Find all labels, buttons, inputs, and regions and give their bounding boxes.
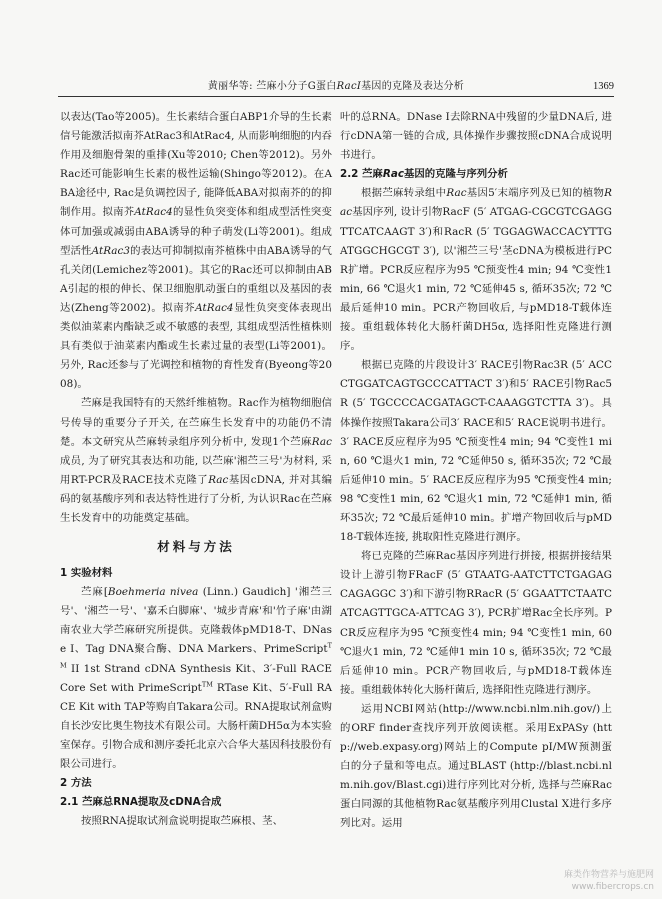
gene-name: Rac bbox=[208, 473, 229, 486]
gene-name: Rac bbox=[382, 168, 404, 181]
text-run: RTase Kit、5′-Full RACE Kit with TAP等购自Takara公司。RNA提取试剂盒购自长沙安比奥生物技术有限公司。大肠杆菌DH5α为本实验室保存。引物合成和测序委托北京六合华大基因科技股份有限公司进行。 bbox=[60, 681, 332, 770]
text-run: 苎麻[ bbox=[81, 586, 108, 599]
site-watermark bbox=[534, 869, 654, 893]
trademark-mark: TM bbox=[60, 641, 332, 670]
section-heading-methods: 材料与方法 bbox=[157, 539, 235, 555]
running-title-prefix: 黄丽华等: 苎麻小分子G蛋白 bbox=[207, 81, 337, 92]
paragraph-primer-design bbox=[340, 184, 612, 356]
text-run: 显性负突变体表现出类似油菜素内酯缺乏或不敏感的表型, 其组成型活性植株则具有类似于油菜素内酯或生长素过量的表型(Li等2001)。另外, Rac还参与了光调控和植物的育性发育(Byeong等2008)。 bbox=[60, 301, 333, 391]
paragraph-rac-signaling bbox=[60, 108, 332, 394]
text-run: 成员, 为了研究其表达和功能, 以苎麻'湘苎三号'为材料, 采用RT-PCR及RACE技术克隆了 bbox=[60, 454, 332, 486]
page-number: 1369 bbox=[593, 81, 614, 92]
heading-text: 基因的克隆与序列分析 bbox=[404, 168, 508, 181]
text-run: 基因5′末端序列及已知的植物 bbox=[466, 187, 605, 200]
watermark-url: www.fibercrops.cn bbox=[571, 882, 654, 892]
text-run: 根据苎麻转录组中 bbox=[361, 187, 447, 200]
gene-name: AtRac3 bbox=[91, 244, 131, 257]
text-run: 苎麻是我国特有的天然纤维植物。Rac作为植物细胞信号传导的重要分子开关, 在苎麻生长发育中的功能仍不清楚。本文研究从苎麻转录组序列分析中, 发现1个苎麻 bbox=[60, 397, 332, 448]
running-header bbox=[58, 80, 614, 97]
paragraph-cdna-synthesis: 叶的总RNA。DNase I去除RNA中残留的少量DNA后, 进行cDNA第一链的合成, 具体操作步骤按照cDNA合成说明书进行。 bbox=[340, 111, 612, 162]
running-title-suffix: 基因的克隆及表达分析 bbox=[361, 81, 465, 92]
text-run: 的显性负突变体和组成型活性突变体可加强或减弱由ABA诱导的种子萌发(Li等2001)。组成型活性 bbox=[60, 206, 332, 257]
paragraph-study-aim bbox=[60, 394, 332, 528]
running-title bbox=[58, 80, 614, 94]
running-title-gene: RacI bbox=[336, 81, 362, 92]
paragraph-materials bbox=[60, 583, 332, 774]
text-run: 以表达(Tao等2005)。生长素结合蛋白ABP1介导的生长素信号能激活拟南芥AtRac3和AtRac4, 从而影响细胞的内吞作用及细胞骨架的重排(Xu等2010; Chen等2012)。另外Rac还可能影响生长素的极性运输(Shingo等2012)。在ABA途径中, Rac是负调控因子, 能降低ABA对拟南芥的的抑制作用。拟南芥 bbox=[60, 111, 332, 219]
gene-name: Rac bbox=[340, 187, 612, 219]
heading-rna-extraction: 2.1 苎麻总RNA提取及cDNA合成 bbox=[60, 796, 222, 809]
heading-cloning bbox=[340, 165, 612, 184]
text-run: II 1st Strand cDNA Synthesis Kit、3′-Full RACE Core Set with PrimeScript bbox=[60, 662, 332, 694]
heading-materials: 1 实验材料 bbox=[60, 567, 113, 580]
species-name: Boehmeria nivea bbox=[107, 586, 199, 599]
gene-name: AtRac4 bbox=[134, 206, 173, 219]
watermark-line: 麻类作物营养与施肥网 bbox=[563, 870, 654, 880]
text-run: 的表达可抑制拟南芥植株中由ABA诱导的气孔关闭(Lemichez等2001)。其它的Rac还可以抑制由ABA引起的根的伸长、保卫细胞肌动蛋白的重组以及基因的表达(Zheng等2002)。拟南芥 bbox=[60, 244, 332, 314]
text-run: (Linn.) Gaudich] '湘苎三号'、'湘苎一号'、'嘉禾白脚麻'、'城步青麻'和'竹子麻'由湖南农业大学苎麻研究所提供。克隆载体pMD18-T、DNase I、Tag DNA聚合酶、DNA Markers、PrimeScript bbox=[60, 586, 332, 656]
paragraph-full-length: 将已克隆的苎麻Rac基因序列进行拼接, 根据拼接结果设计上游引物FRacF (5′ GTAATG-AATCTTCTGAGAGCAGAGGC 3′)和下游引物RRacR (5′ GGAATTCTAATCATCAGTTGCA-ATTCAG 3′), PCR扩增Rac全长序列。PCR反应程序为95 ℃预变性4 min; 94 ℃变性1 min, 60 ℃退火1 min, 72 ℃延伸1 min 10 s, 循环35次; 72 ℃最后延伸10 min。PCR产物回收后, 与pMD18-T载体连接。重组载体转化大肠杆菌后, 选择阳性克隆进行测序。 bbox=[340, 550, 612, 696]
text-run: 基因序列, 设计引物RacF (5′ ATGAG-CGCGTCGAGGTTCATCAAGT 3′)和RacR (5′ TGGAGWACCACYTTGATGGCHGCGT 3′), 以'湘苎三号'茎cDNA为模板进行PCR扩增。PCR反应程序为95 ℃预变性4 min; 94 ℃变性1 min, 66 ℃退火1 min, 72 ℃延伸45 s, 循环35次; 72 ℃最后延伸10 min。PCR产物回收后, 与pMD18-T载体连接。重组载体转化大肠杆菌DH5α, 选择阳性克隆进行测序。 bbox=[340, 206, 612, 353]
gene-name: Rac bbox=[311, 435, 332, 448]
text-run: 基因cDNA, 并对其编码的氨基酸序列和表达特性进行了分析, 为认识Rac在苎麻生长发育中的功能奠定基础。 bbox=[60, 473, 333, 524]
trademark-mark: TM bbox=[201, 680, 213, 689]
heading-text: 2.2 苎麻 bbox=[340, 168, 383, 181]
heading-methods: 2 方法 bbox=[60, 777, 92, 790]
left-column bbox=[60, 108, 332, 831]
gene-name: AtRac4 bbox=[195, 301, 234, 314]
paragraph-race: 根据已克隆的片段设计3′ RACE引物Rac3R (5′ ACCCTGGATCAGTGCCCATTACT 3′)和5′ RACE引物Rac5R (5′ TGCCCCACGATAGCT-CAAAGGTCTTA 3′)。具体操作按照Takara公司3′ RACE和5′ RACE说明书进行。3′ RACE反应程序为95 ℃预变性4 min; 94 ℃变性1 min, 60 ℃退火1 min, 72 ℃延伸50 s, 循环35次; 72 ℃最后延伸10 min。5′ RACE反应程序为95 ℃预变性4 min; 98 ℃变性1 min, 62 ℃退火1 min, 72 ℃延伸1 min, 循环35次; 72 ℃最后延伸10 min。扩增产物回收后与pMD18-T载体连接, 挑取阳性克隆进行测序。 bbox=[340, 359, 612, 544]
paragraph-rna-extraction: 按照RNA提取试剂盒说明提取苎麻根、茎、 bbox=[81, 815, 284, 828]
right-column bbox=[340, 108, 612, 834]
paragraph-bioinformatics: 运用NCBI网站(http://www.ncbi.nlm.nih.gov/)上的ORF finder查找序列开放阅读框。采用ExPASy (http://web.expasy.org)网站上的Compute pI/MW预测蛋白的分子量和等电点。通过BLAST (http://blast.ncbi.nlm.nih.gov/Blast.cgi)进行序列比对分析, 选择与苎麻Rac蛋白同源的其他植物Rac氨基酸序列用Clustal X进行多序列比对。运用 bbox=[340, 702, 612, 830]
gene-name: Rac bbox=[446, 187, 467, 200]
